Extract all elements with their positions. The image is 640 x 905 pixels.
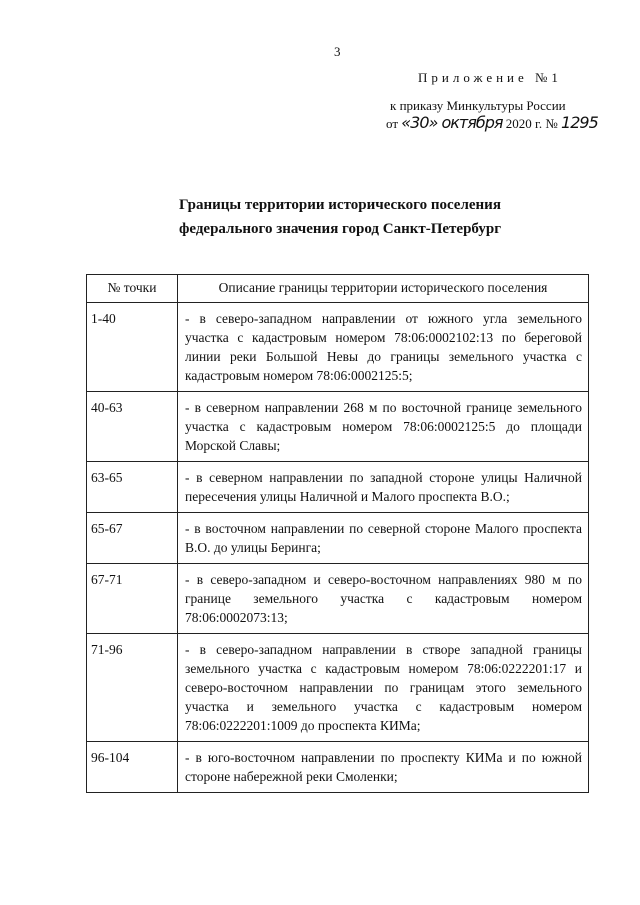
point-range: 65-67	[87, 513, 178, 564]
table-row	[87, 462, 589, 513]
title-line-2: федерального значения город Санкт-Петербург	[178, 221, 502, 237]
table-header-row	[87, 275, 589, 303]
order-number-handwritten: 1295	[561, 113, 598, 132]
table-row	[87, 634, 589, 742]
boundary-description: - в северо-западном и северо-восточном направлениях 980 м по границе земельного участка с кадастровым номером 78:06:0002073:13;	[178, 564, 589, 634]
point-range: 71-96	[87, 634, 178, 742]
table-row	[87, 564, 589, 634]
table-row	[87, 513, 589, 564]
table-row	[87, 392, 589, 462]
order-reference: к приказу Минкультуры России	[390, 98, 566, 113]
column-header-point: № точки	[87, 275, 178, 303]
boundary-table	[86, 274, 589, 793]
order-date-handwritten: «30» октября	[401, 113, 503, 132]
boundary-description: - в юго-восточном направлении по проспекту КИМа и по южной стороне набережной реки Смоленки;	[178, 742, 589, 793]
page-number: 3	[334, 44, 341, 59]
order-prefix: от	[386, 116, 399, 131]
order-year: 2020 г. №	[505, 116, 558, 131]
table-row	[87, 742, 589, 793]
order-date-line	[386, 113, 598, 132]
point-range: 1-40	[87, 303, 178, 392]
boundary-description: - в северо-западном направлении от южного угла земельного участка с кадастровым номером 78:06:0002102:13 по береговой линии реки Большой Невы до границы земельного участка с кадастровым номером 78:06:0002125:5;	[178, 303, 589, 392]
point-range: 63-65	[87, 462, 178, 513]
boundary-description: - в восточном направлении по северной стороне Малого проспекта В.О. до улицы Беринга;	[178, 513, 589, 564]
point-range: 40-63	[87, 392, 178, 462]
title-line-1: Границы территории исторического поселения	[179, 197, 501, 213]
point-range: 96-104	[87, 742, 178, 793]
appendix-label: Приложение №1	[418, 70, 562, 85]
boundary-description: - в северном направлении по западной стороне улицы Наличной пересечения улицы Наличной и Малого проспекта В.О.;	[178, 462, 589, 513]
document-title	[130, 193, 550, 241]
table-row	[87, 303, 589, 392]
point-range: 67-71	[87, 564, 178, 634]
boundary-description: - в северо-западном направлении в створе западной границы земельного участка с кадастровым номером 78:06:0222201:17 и северо-восточном направлении по границам этого земельного участка и земельного участка с кадастровым номером 78:06:0222201:1009 до проспекта КИМа;	[178, 634, 589, 742]
column-header-description: Описание границы территории исторического поселения	[178, 275, 589, 303]
boundary-description: - в северном направлении 268 м по восточной границе земельного участка с кадастровым номером 78:06:0002125:5 до площади Морской Славы;	[178, 392, 589, 462]
